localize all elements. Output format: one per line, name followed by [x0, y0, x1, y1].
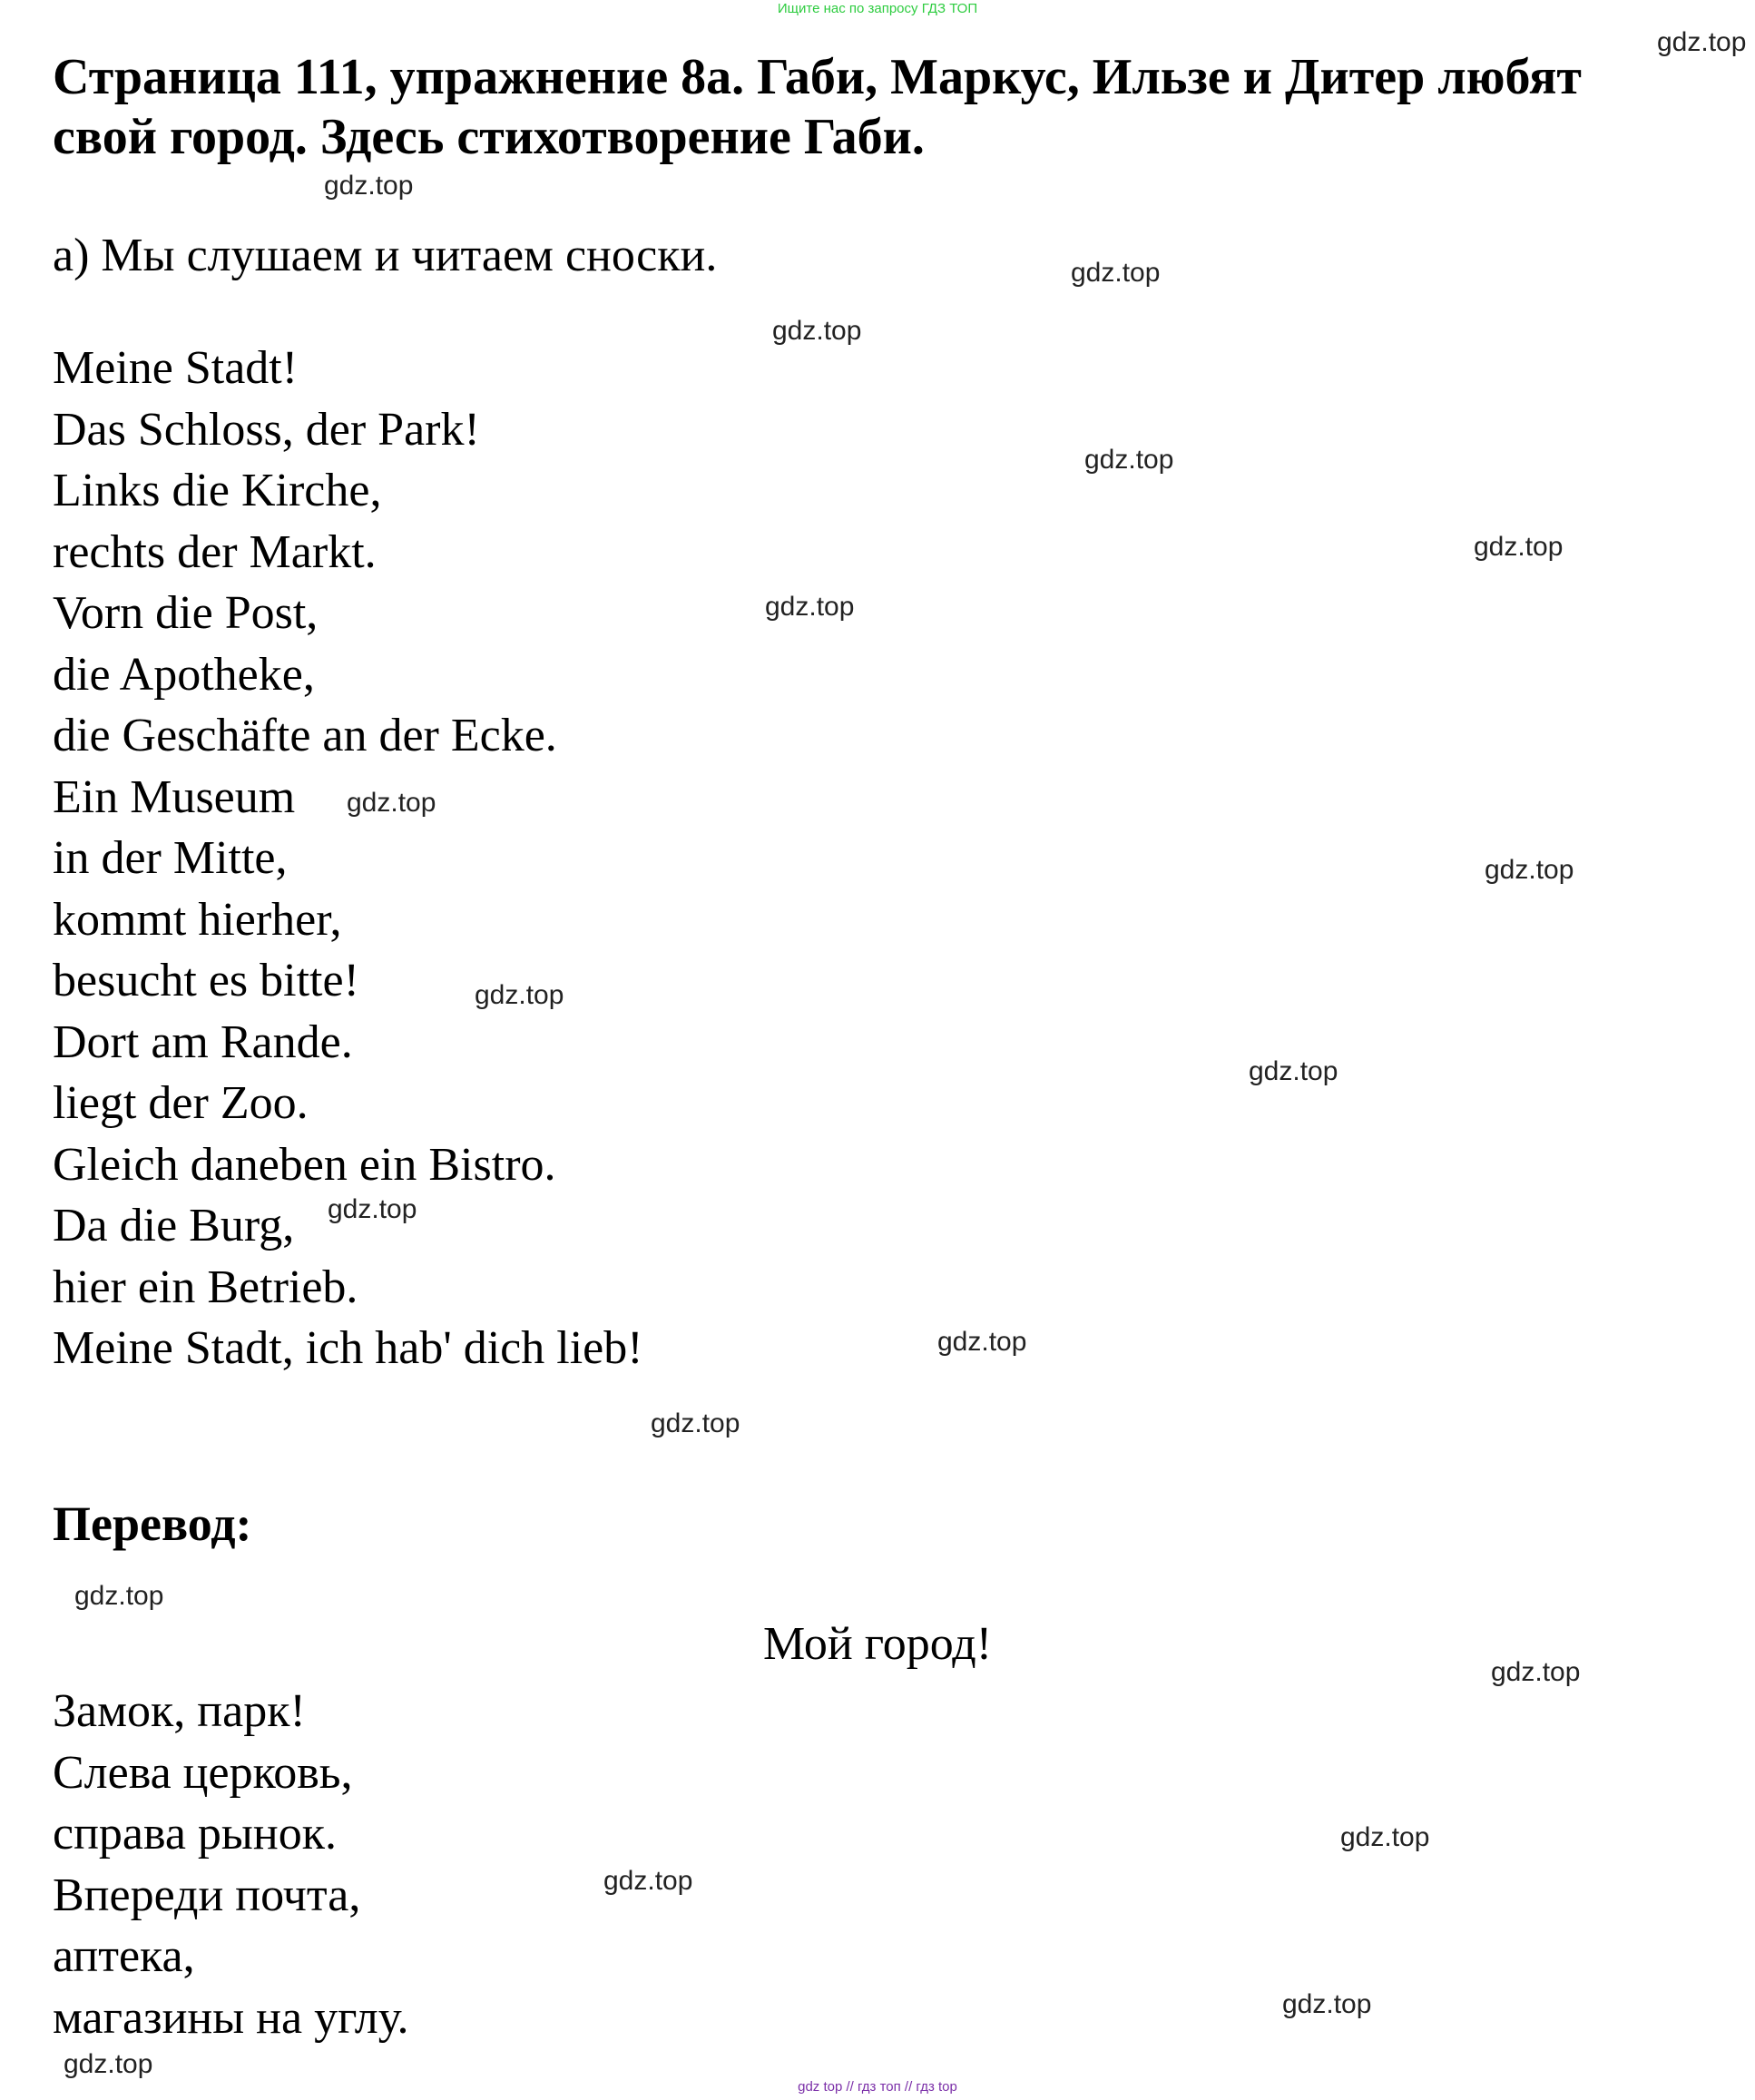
poem-line: Meine Stadt, ich hab' dich lieb!: [53, 1322, 643, 1374]
watermark: gdz.top: [765, 592, 855, 622]
watermark: gdz.top: [1491, 1657, 1581, 1687]
translation-heading: Перевод:: [53, 1496, 252, 1551]
watermark: gdz.top: [772, 316, 862, 346]
exercise-subtitle: a) Мы слушаем и читаем сноски.: [53, 230, 718, 281]
poem-line: Ein Museum: [53, 770, 296, 823]
watermark: gdz.top: [347, 788, 436, 818]
watermark: gdz.top: [64, 2049, 153, 2079]
poem-line: Gleich daneben ein Bistro.: [53, 1138, 556, 1191]
poem-line: Links die Kirche,: [53, 465, 382, 516]
poem-line: rechts der Markt.: [53, 525, 377, 578]
poem-line: liegt der Zoo.: [53, 1077, 309, 1129]
watermark: gdz.top: [937, 1327, 1027, 1357]
bottom-banner: gdz top // гдз топ // гдз top: [798, 2079, 957, 2095]
watermark: gdz.top: [1485, 855, 1574, 885]
top-banner: Ищите нас по запросу ГДЗ ТОП: [777, 1, 978, 16]
poem-line: besucht es bitte!: [53, 955, 359, 1006]
poem-line: Vorn die Post,: [53, 587, 319, 639]
watermark: gdz.top: [603, 1866, 693, 1896]
poem-line: Das Schloss, der Park!: [53, 403, 480, 456]
page-title: Страница 111, упражнение 8a. Габи, Маркус, Ильзе и Дитер любят свой город. Здесь стихотворение Габи.: [53, 49, 1582, 165]
poem-line: in der Mitte,: [53, 832, 288, 884]
watermark: gdz.top: [1071, 258, 1161, 288]
translation-line: магазины на углу.: [53, 1991, 409, 2044]
watermark: gdz.top: [1340, 1822, 1430, 1852]
translation-line: аптека,: [53, 1930, 195, 1982]
poem-line: Dort am Rande.: [53, 1016, 353, 1068]
poem-line: die Apotheke,: [53, 648, 315, 701]
watermark: gdz.top: [1282, 1989, 1372, 2019]
watermark: gdz.top: [1474, 532, 1564, 562]
translation-line: Впереди почта,: [53, 1869, 361, 1921]
poem-line: Meine Stadt!: [53, 342, 299, 394]
watermark: gdz.top: [324, 171, 414, 201]
translation-title: Мой город!: [762, 1618, 993, 1670]
translation-line: Слева церковь,: [53, 1746, 353, 1799]
poem-line: kommt hierher,: [53, 893, 342, 946]
watermark: gdz.top: [328, 1194, 417, 1224]
watermark: gdz.top: [1249, 1056, 1338, 1086]
translation-line: Замок, парк!: [53, 1685, 306, 1737]
translation: [53, 1681, 409, 2048]
watermark: gdz.top: [1657, 27, 1747, 57]
watermark: gdz.top: [651, 1408, 740, 1438]
poem-line: hier ein Betrieb.: [53, 1261, 358, 1313]
poem-line: Da die Burg,: [53, 1200, 295, 1251]
watermark: gdz.top: [1084, 445, 1174, 475]
watermark: gdz.top: [475, 980, 564, 1010]
translation-line: справа рынок.: [53, 1808, 337, 1860]
watermark: gdz.top: [74, 1581, 164, 1611]
poem-line: die Geschäfte an der Ecke.: [53, 710, 557, 761]
